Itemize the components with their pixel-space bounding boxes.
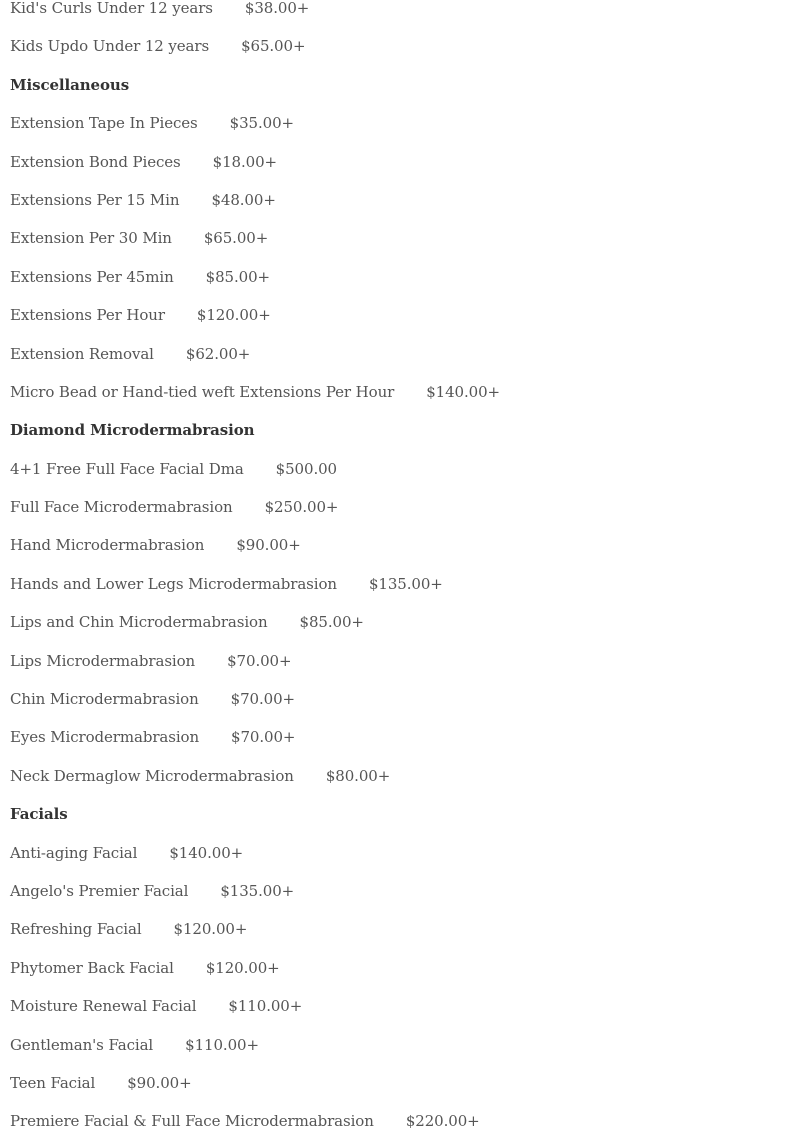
service-row	[10, 181, 775, 219]
service-row	[10, 834, 775, 872]
service-row	[10, 143, 775, 181]
service-name: Eyes Microdermabrasion	[10, 728, 200, 747]
service-name: Refreshing Facial	[10, 920, 142, 939]
service-price: $65.00+	[241, 37, 306, 56]
service-row	[10, 27, 775, 65]
service-row	[10, 335, 775, 373]
service-name: Moisture Renewal Facial	[10, 997, 197, 1016]
service-name: Kid's Curls Under 12 years	[10, 0, 213, 17]
service-price: $18.00+	[212, 152, 278, 171]
service-row	[10, 296, 775, 334]
service-price: $90.00+	[127, 1073, 192, 1092]
service-price: $135.00+	[368, 574, 443, 593]
service-row	[10, 565, 775, 603]
service-row	[10, 1102, 775, 1140]
service-row	[10, 910, 775, 948]
service-name: Extension Removal	[10, 344, 154, 363]
service-price: $120.00+	[196, 306, 271, 325]
service-name: Lips and Chin Microdermabrasion	[10, 613, 268, 632]
service-row	[10, 949, 775, 987]
service-price: $250.00+	[264, 498, 339, 517]
service-name: Hands and Lower Legs Microdermabrasion	[10, 574, 337, 593]
service-price: $38.00+	[244, 0, 310, 17]
service-name: Extension Bond Pieces	[10, 152, 181, 171]
service-row	[10, 757, 775, 795]
section-heading-miscellaneous: Miscellaneous	[10, 75, 130, 94]
service-name: 4+1 Free Full Face Facial Dma	[10, 459, 244, 478]
service-price: $70.00+	[231, 728, 296, 747]
service-price: $85.00+	[299, 613, 364, 632]
service-name: Extension Tape In Pieces	[10, 114, 198, 133]
service-name: Kids Updo Under 12 years	[10, 37, 210, 56]
service-price: $85.00+	[205, 267, 270, 286]
service-name: Angelo's Premier Facial	[10, 881, 189, 900]
section-heading-diamond-microdermabrasion: Diamond Microdermabrasion	[10, 421, 255, 440]
service-name: Phytomer Back Facial	[10, 958, 174, 977]
service-price-list	[10, 0, 775, 1141]
service-name: Extensions Per 15 Min	[10, 190, 180, 209]
service-row	[10, 718, 775, 756]
service-price: $140.00+	[426, 382, 501, 401]
service-price: $70.00+	[230, 690, 295, 709]
service-name: Teen Facial	[10, 1073, 96, 1092]
service-name: Lips Microdermabrasion	[10, 651, 196, 670]
service-name: Anti-aging Facial	[10, 843, 138, 862]
service-price: $140.00+	[169, 843, 244, 862]
service-name: Micro Bead or Hand-tied weft Extensions Per Hour	[10, 382, 395, 401]
service-row	[10, 450, 775, 488]
service-name: Gentleman's Facial	[10, 1035, 154, 1054]
section-heading-facials: Facials	[10, 805, 68, 824]
service-row	[10, 373, 775, 411]
service-name: Extensions Per Hour	[10, 306, 165, 325]
service-name: Hand Microdermabrasion	[10, 536, 205, 555]
service-price: $135.00+	[220, 881, 295, 900]
service-row	[10, 1064, 775, 1102]
service-price: $110.00+	[228, 997, 303, 1016]
service-name: Extensions Per 45min	[10, 267, 174, 286]
service-price: $220.00+	[405, 1112, 480, 1131]
service-row	[10, 1026, 775, 1064]
service-row	[10, 488, 775, 526]
service-row	[10, 219, 775, 257]
service-price: $48.00+	[211, 190, 276, 209]
service-name: Chin Microdermabrasion	[10, 690, 199, 709]
service-price: $120.00+	[205, 958, 280, 977]
service-row	[10, 0, 775, 27]
service-row	[10, 642, 775, 680]
service-row	[10, 680, 775, 718]
service-name: Extension Per 30 Min	[10, 229, 172, 248]
service-name: Neck Dermaglow Microdermabrasion	[10, 766, 294, 785]
service-name: Premiere Facial & Full Face Microdermabrasion	[10, 1112, 374, 1131]
service-row	[10, 258, 775, 296]
service-row	[10, 872, 775, 910]
service-row	[10, 104, 775, 142]
service-price: $80.00+	[325, 766, 391, 785]
service-row	[10, 603, 775, 641]
service-name: Full Face Microdermabrasion	[10, 498, 233, 517]
service-price: $35.00+	[229, 114, 295, 133]
service-row	[10, 987, 775, 1025]
service-price: $90.00+	[236, 536, 301, 555]
service-price: $70.00+	[227, 651, 292, 670]
service-price: $65.00+	[203, 229, 269, 248]
service-price: $120.00+	[173, 920, 248, 939]
service-price: $500.00	[275, 459, 338, 478]
service-price: $110.00+	[185, 1035, 259, 1054]
service-price: $62.00+	[185, 344, 251, 363]
service-row	[10, 526, 775, 564]
